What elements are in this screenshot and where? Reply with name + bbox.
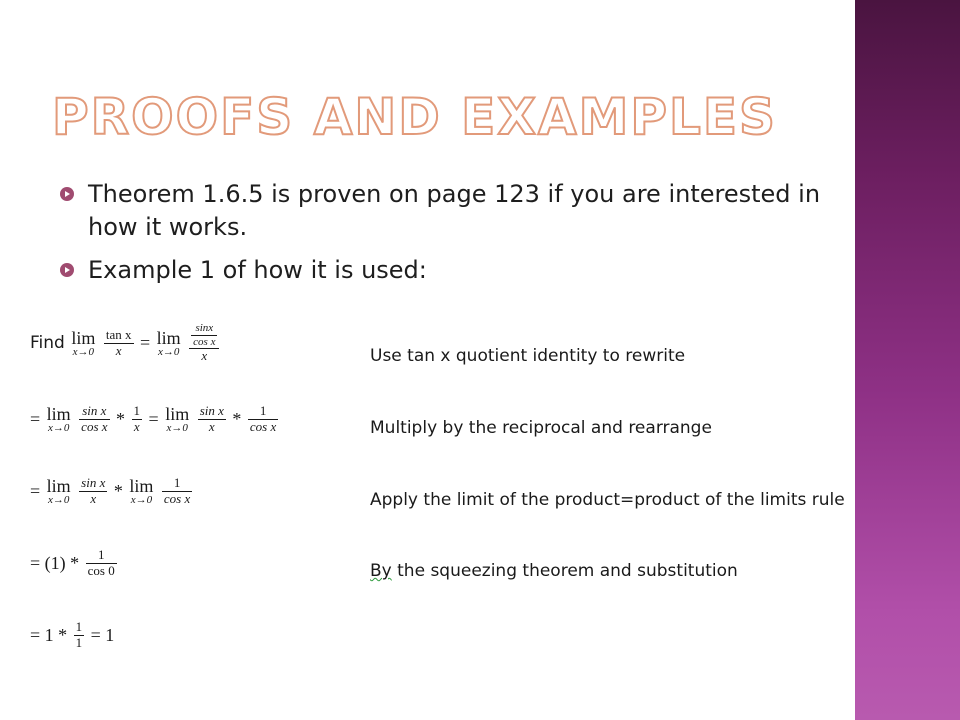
compound-fraction: $\frac{\frac{\sin x}{\text{cos x}}}{x}$ bbox=[189, 322, 219, 364]
fraction: $\frac{\text{sin x}}{\text{cos x}}$ bbox=[81, 403, 108, 434]
step-3-note: Apply the limit of the product=product of the limits rule bbox=[370, 490, 845, 510]
fraction: $\frac{1}{\text{cos x}}$ bbox=[163, 475, 191, 506]
equals-sign: = bbox=[140, 332, 151, 353]
bullet-icon bbox=[60, 187, 74, 201]
math-line-3: = lim x→0 $\frac{\text{sin x}}{x}$ * lim x→0 $\frac{1}{\text{cos x}}$ bbox=[30, 475, 191, 506]
fraction: $\frac{1}{\cos 0}$ bbox=[87, 547, 115, 578]
fraction: $\frac{\text{sin x}}{x}$ bbox=[81, 475, 106, 506]
slide-title: PROOFS AND EXAMPLES bbox=[52, 88, 778, 146]
bullet-icon bbox=[60, 263, 74, 277]
fraction: $\frac{\text{sin x}}{x}$ bbox=[199, 403, 224, 434]
limit-expr: lim x→0 bbox=[129, 475, 154, 506]
step-4-note: By the squeezing theorem and substitution bbox=[370, 561, 738, 581]
fraction: $\frac{1}{x}$ bbox=[133, 403, 141, 434]
math-line-2: = lim x→0 $\frac{\text{sin x}}{\text{cos x}}$ * $\frac{1}{x}$ = lim x→0 $\frac{\text{sin x}}{x}$ * $\frac{1}{\text{cos x}}$ bbox=[30, 403, 277, 434]
step-1-note: Use tan x quotient identity to rewrite bbox=[370, 346, 686, 366]
bullet-text: Example 1 of how it is used: bbox=[88, 256, 427, 284]
find-label: Find bbox=[30, 333, 65, 354]
step-2-note: Multiply by the reciprocal and rearrange bbox=[370, 418, 712, 438]
fraction: $\frac{1}{\text{cos x}}$ bbox=[249, 403, 277, 434]
math-line-4: = (1) * $\frac{1}{\cos 0}$ bbox=[30, 547, 115, 578]
limit-expr: lim x→0 bbox=[165, 403, 190, 434]
math-line-1 bbox=[30, 322, 221, 364]
decorative-side-band bbox=[855, 0, 960, 720]
bullet-text: Theorem 1.6.5 is proven on page 123 if you are interested in how it works. bbox=[88, 180, 821, 241]
math-line-5: = 1 * $\frac{1}{1}$ = 1 bbox=[30, 619, 115, 650]
squiggle-underlined-word: By bbox=[370, 561, 392, 581]
bullet-item-theorem bbox=[60, 178, 840, 244]
fraction: $\frac{\text{tan x}}{x}$ bbox=[105, 326, 132, 358]
fraction: $\frac{1}{1}$ bbox=[75, 619, 83, 650]
bullet-list bbox=[60, 178, 840, 297]
limit-expr: lim x→0 bbox=[46, 403, 71, 434]
limit-expr: lim x→0 bbox=[156, 327, 181, 358]
limit-expr: lim x→0 bbox=[46, 475, 71, 506]
limit-expr: lim x→0 bbox=[71, 327, 96, 358]
bullet-item-example bbox=[60, 254, 840, 287]
